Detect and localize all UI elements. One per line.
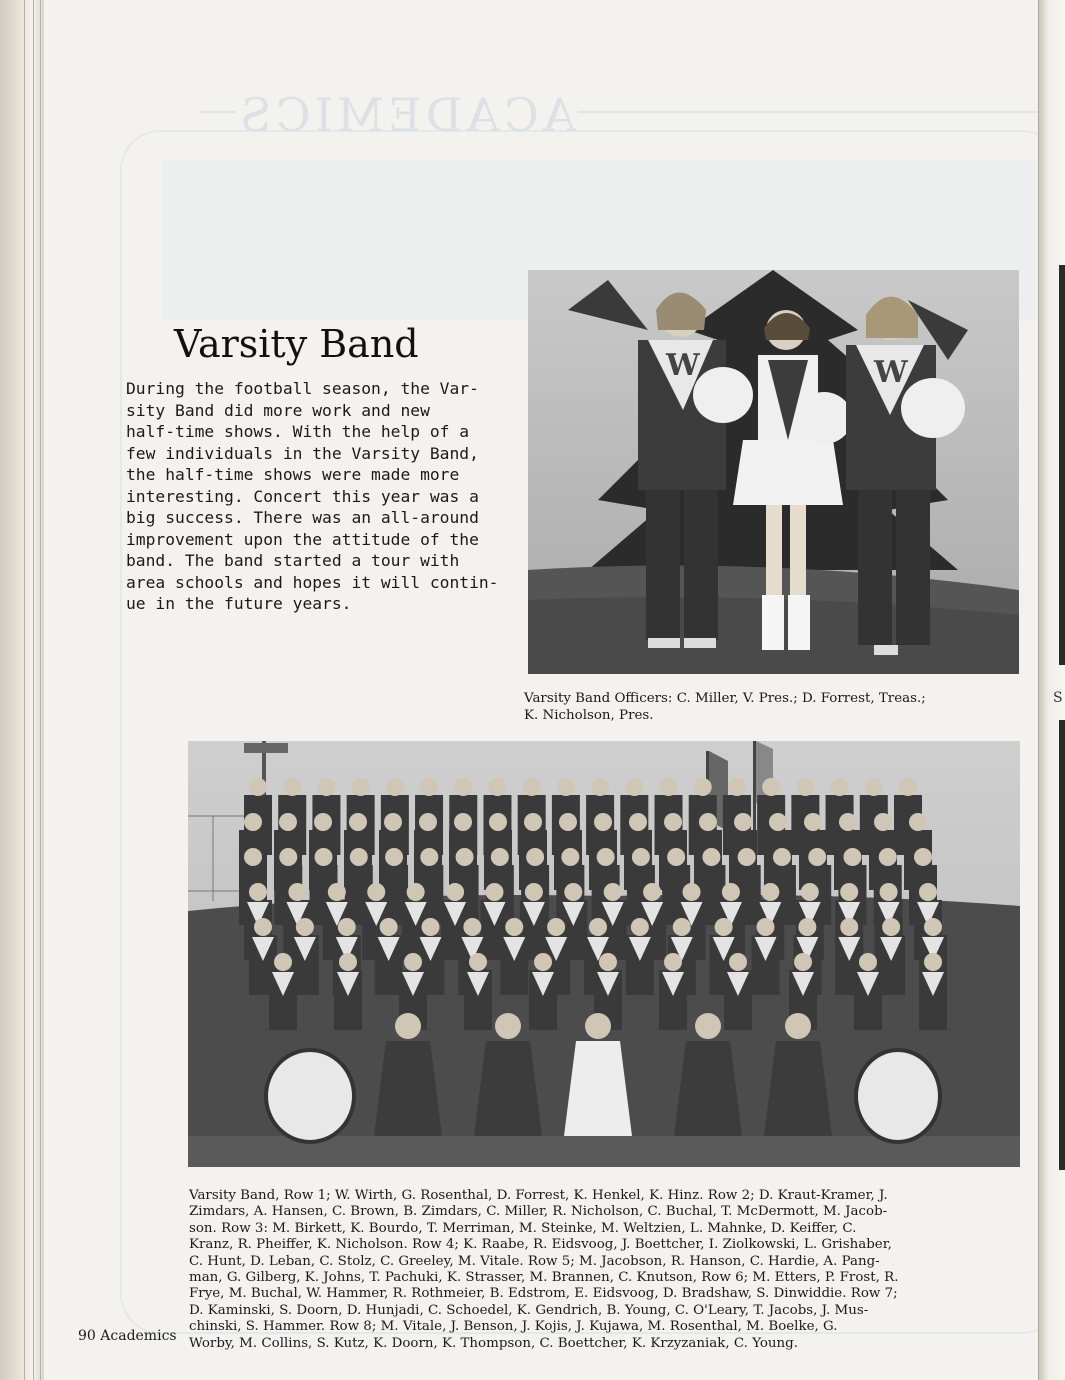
caption-line: Frye, M. Buchal, W. Hammer, R. Rothmeier, B. Edstrom, E. Eidsvoog, D. Bradshaw, S. Dinwiddie. Row 7; <box>189 1286 898 1302</box>
body-line: interesting. Concert this year was a <box>126 486 479 506</box>
body-line: ue in the future years. <box>126 594 352 613</box>
body-line: improvement upon the attitude of the <box>126 529 479 549</box>
band-roster-caption <box>189 1188 1029 1352</box>
caption-line: man, G. Gilberg, K. Johns, T. Pachuki, K. Strasser, M. Brannen, C. Knutson, Row 6; M. Etters, P. Frost, R. <box>189 1270 899 1286</box>
body-line: During the football season, the Var- <box>126 379 479 398</box>
watermark-rule-right <box>578 111 1038 113</box>
article-body <box>126 378 506 615</box>
uniform-letter: W <box>666 348 700 383</box>
body-line: half-time shows. With the help of a <box>126 422 470 441</box>
caption-line: Zimdars, A. Hansen, C. Brown, B. Zimdars, C. Miller, R. Nicholson, C. Buchal, T. McDermott, M. Jacob- <box>189 1204 888 1220</box>
body-line: the half-time shows were made more <box>126 465 460 484</box>
caption-line: Varsity Band Officers: C. Miller, V. Pres.; D. Forrest, Treas.; <box>524 691 926 706</box>
body-line: sity Band did more work and new <box>126 400 430 420</box>
caption-line: Worby, M. Collins, S. Kutz, K. Doorn, K. Thompson, C. Boettcher, K. Krzyzaniak, C. Young. <box>189 1335 799 1351</box>
body-line: few individuals in the Varsity Band, <box>126 443 479 463</box>
caption-line: K. Nicholson, Pres. <box>524 708 654 723</box>
facing-page-letter: S <box>1053 690 1063 706</box>
page-title: Varsity Band <box>174 322 419 366</box>
watermark-text: ACADEMICS <box>236 88 577 142</box>
page-folio: 90 Academics <box>78 1328 177 1344</box>
watermark-rule-left <box>200 111 236 113</box>
caption-line: son. Row 3: M. Birkett, K. Bourdo, T. Merriman, M. Steinke, M. Weltzien, L. Mahnke, D. Keiffer, C. <box>189 1220 857 1236</box>
caption-line: C. Hunt, D. Leban, C. Stolz, C. Greeley, M. Vitale. Row 5; M. Jacobson, R. Hanson, C. Hardie, A. Pang- <box>189 1253 880 1269</box>
officers-caption <box>524 690 1024 724</box>
body-line: area schools and hopes it will contin- <box>126 572 499 592</box>
uniform-letter: W <box>874 355 908 390</box>
caption-line: D. Kaminski, S. Doorn, D. Hunjadi, C. Schoedel, K. Gendrich, B. Young, C. O'Leary, T. Jacobs, J. Mus- <box>189 1302 869 1318</box>
binding-gutter <box>0 0 45 1380</box>
facing-page-edge <box>1038 0 1065 1380</box>
caption-line: chinski, S. Hammer. Row 8; M. Vitale, J. Benson, J. Kojis, J. Kujawa, M. Rosenthal, M. Boelke, G. <box>189 1319 838 1335</box>
band-group-photo <box>188 741 1020 1167</box>
caption-line: Kranz, R. Pheiffer, K. Nicholson. Row 4; K. Raabe, R. Eidsvoog, J. Boettcher, I. Ziolkowski, L. Grishaber, <box>189 1237 892 1253</box>
body-line: big success. There was an all-around <box>126 508 479 527</box>
officers-photo <box>528 270 1019 674</box>
body-line: band. The band started a tour with <box>126 551 460 570</box>
caption-line: Varsity Band, Row 1; W. Wirth, G. Rosenthal, D. Forrest, K. Henkel, K. Hinz. Row 2; D. Kraut-Kramer, J. <box>189 1188 888 1203</box>
